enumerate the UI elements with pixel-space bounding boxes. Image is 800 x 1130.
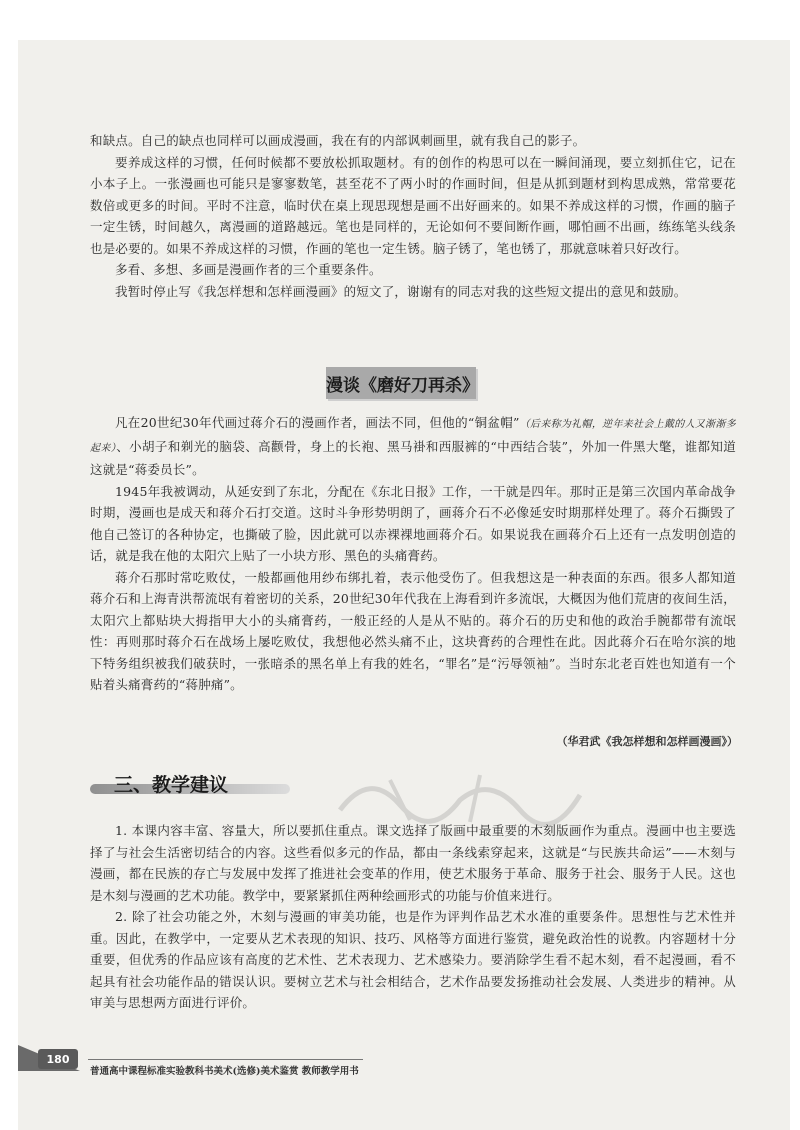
footer-text: 普通高中课程标准实验教科书美术(选修)美术鉴赏 教师教学用书 <box>90 1066 359 1077</box>
section-heading <box>90 770 310 806</box>
article-source: （华君武《我怎样想和怎样画漫画》） <box>556 735 738 748</box>
paragraph: 1. 本课内容丰富、容量大，所以要抓住重点。课文选择了版画中最重要的木刻版画作为重点。漫画中也主要选择了与社会生活密切结合的内容。这些看似多元的作品，都由一条线索穿起来，这就是“与民族共命运”——木刻与漫画，都在民族的存亡与发展中发挥了推进社会变革的作用，使艺术服务于革命、服务于社会、服务于人民。这也是木刻与漫画的艺术功能。教学中，要紧紧抓住两种绘画形式的功能与价值来进行。 <box>90 823 736 903</box>
text-run: 、小胡子和剃光的脑袋、高颧骨，身上的长袍、黑马褂和西服裤的“中西结合装”，外加一件黑大氅，谁都知道这就是“蒋委员长”。 <box>90 438 736 477</box>
section-heading-label: 三、教学建议 <box>114 774 229 796</box>
paragraph: 蒋介石那时常吃败仗，一般都画他用纱布绑扎着，表示他受伤了。但我想这是一种表面的东西。很多人都知道蒋介石和上海青洪帮流氓有着密切的关系，20世纪30年代我在上海看到许多流氓，大概因为他们荒唐的夜间生活，太阳穴上都贴块大拇指甲大小的头痛膏药，一般正经的人是从不贴的。蒋介石的历史和他的政治手腕都带有流氓性：再则那时蒋介石在战场上屡吃败仗，我想他必然头痛不止，这块膏药的合理性在此。因此蒋介石在哈尔滨的地下特务组织被我们破获时，一张暗杀的黑名单上有我的姓名，“罪名”是“污辱领袖”。当时东北老百姓也知道有一个贴着头痛膏药的“蒋肿痛”。 <box>90 569 736 692</box>
footer-rule <box>88 1059 363 1060</box>
inline-note: （后来称为礼帽，逆年来社会上戴的人又渐渐多起来） <box>90 419 736 454</box>
paragraph: 多看、多想、多画是漫画作者的三个重要条件。 <box>115 262 382 277</box>
page-footer <box>18 1045 790 1085</box>
paragraph: 2. 除了社会功能之外，木刻与漫画的审美功能，也是作为评判作品艺术水准的重要条件。思想性与艺术性并重。因此，在教学中，一定要从艺术表现的知识、技巧、风格等方面进行鉴赏，避免政治性的说教。内容题材十分重要，但优秀的作品应该有高度的艺术性、艺术表现力、艺术感染力。要消除学生看不起木刻，看不起漫画，看不起具有社会功能作品的错误认识。要树立艺术与社会相结合，艺术作品要发扬推动社会发展、人类进步的精神。从审美与思想两方面进行评价。 <box>90 909 736 1010</box>
article-body <box>90 412 736 696</box>
page-number: 180 <box>38 1049 78 1069</box>
text-run: 凡在20世纪30年代画过蒋介石的漫画作者，画法不同，但他的“铜盆帽” <box>115 415 520 430</box>
paragraph: 要养成这样的习惯，任何时候都不要放松抓取题材。有的创作的构思可以在一瞬间涌现，要立刻抓住它，记在小本子上。一张漫画也可能只是寥寥数笔，甚至花不了两小时的作画时间，但是从抓到题材到构思成熟，常常要花数倍或更多的时间。平时不注意，临时伏在桌上现思现想是画不出好画来的。如果不养成这样的习惯，作画的脑子一定生锈，时间越久，离漫画的道路越远。笔也是同样的，无论如何不要间断作画，哪怕画不出画，练练笔头线条也是必要的。如果不养成这样的习惯，作画的笔也一定生锈。脑子锈了，笔也锈了，那就意味着只好改行。 <box>90 154 736 256</box>
article-title: 漫谈《磨好刀再杀》 <box>326 367 476 399</box>
paragraph: 我暂时停止写《我怎样想和怎样画漫画》的短文了，谢谢有的同志对我的这些短文提出的意见和鼓励。 <box>115 283 687 299</box>
paragraph: 1945年我被调动，从延安到了东北，分配在《东北日报》工作，一干就是四年。那时正是第三次国内革命战争时期，漫画也是成天和蒋介石打交道。这时斗争形势明朗了，画蒋介石不必像延安时期那样处理了。蒋介石撕毁了他自己签订的各种协定，也撕破了脸，因此就可以赤裸裸地画蒋介石。如果说我在画蒋介石上还有一点发明创造的话，就是我在他的太阳穴上贴了一小块方形、黑色的头痛膏药。 <box>90 483 736 563</box>
section-body <box>90 820 736 1014</box>
paragraph <box>90 412 736 481</box>
intro-text <box>90 130 736 302</box>
paragraph: 和缺点。自己的缺点也同样可以画成漫画，我在有的内部讽刺画里，就有我自己的影子。 <box>90 133 586 148</box>
